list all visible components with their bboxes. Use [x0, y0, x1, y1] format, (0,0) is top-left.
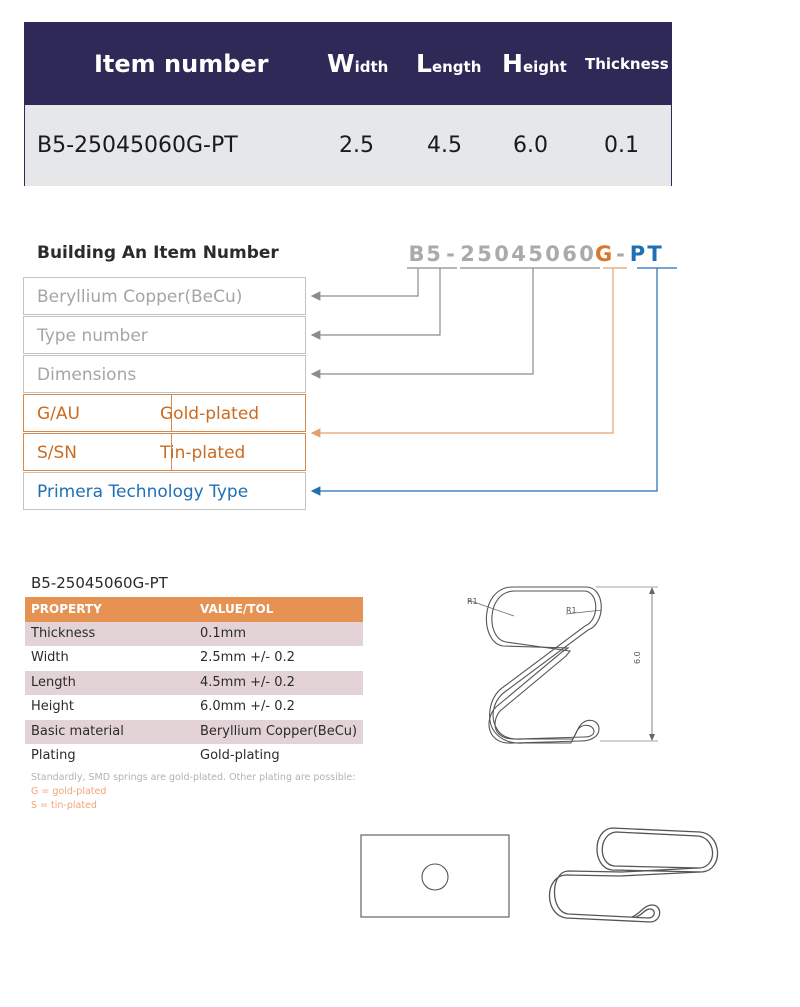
- cell-thickness: 0.1: [604, 133, 639, 158]
- header-thickness: Thickness: [585, 55, 669, 73]
- header-width-rest: idth: [354, 58, 389, 76]
- code-char: -: [616, 242, 625, 266]
- legend-primera-label: Primera Technology Type: [37, 482, 249, 502]
- radius-label-left: R1: [467, 597, 478, 606]
- header-width-initial: W: [327, 49, 355, 78]
- legend-type-label: Type number: [37, 326, 148, 346]
- code-char: 2: [460, 242, 475, 266]
- cell-item-number: B5-25045060G-PT: [37, 133, 238, 158]
- code-char-primera: T: [647, 242, 662, 266]
- header-length-initial: L: [416, 49, 432, 78]
- plating-note-tin: S = tin-plated: [31, 800, 97, 811]
- footprint-pad-drawing: [361, 835, 509, 917]
- legend-gold-label: Gold-plated: [160, 404, 260, 424]
- legend-dimensions-label: Dimensions: [37, 365, 137, 385]
- property-name: Thickness: [31, 625, 96, 641]
- legend-tin-code: S/SN: [37, 443, 78, 463]
- legend-material-label: Beryllium Copper(BeCu): [37, 287, 243, 307]
- code-char-primera: P: [629, 242, 646, 266]
- build-title: Building An Item Number: [37, 243, 279, 263]
- property-name: Plating: [31, 748, 76, 763]
- cell-height: 6.0: [513, 133, 548, 158]
- property-value: 6.0mm +/- 0.2: [200, 699, 295, 714]
- code-char: -: [446, 242, 455, 266]
- code-char: 4: [511, 242, 526, 266]
- header-height-initial: H: [502, 49, 523, 78]
- code-char: 0: [579, 242, 594, 266]
- property-value: Beryllium Copper(BeCu): [200, 723, 358, 739]
- legend-tin-label: Tin-plated: [160, 443, 246, 463]
- header-height-rest: eight: [522, 58, 567, 76]
- height-dimension-label: 6.0: [633, 651, 642, 664]
- code-char: B: [408, 242, 425, 266]
- cell-length: 4.5: [427, 133, 462, 158]
- property-value: 4.5mm +/- 0.2: [200, 674, 295, 690]
- radius-label-right: R1: [566, 606, 577, 615]
- property-name: Length: [31, 674, 76, 690]
- value-header-label: VALUE/TOL: [200, 602, 274, 616]
- plating-note-gold: G = gold-plated: [31, 786, 107, 797]
- property-value: 0.1mm: [200, 625, 247, 641]
- header-length-rest: ength: [431, 58, 482, 76]
- code-char-plating: G: [595, 242, 613, 266]
- spring-3d-drawing: [550, 828, 718, 922]
- property-header-label: PROPERTY: [31, 602, 102, 616]
- code-char: 5: [426, 242, 441, 266]
- plating-note: Standardly, SMD springs are gold-plated. Other plating are possible:: [31, 772, 356, 783]
- cell-width: 2.5: [339, 133, 374, 158]
- code-char: 5: [477, 242, 492, 266]
- property-title: B5-25045060G-PT: [31, 574, 168, 592]
- code-char: 5: [528, 242, 543, 266]
- property-name: Basic material: [31, 723, 124, 739]
- property-name: Height: [31, 699, 74, 714]
- legend-gold-code: G/AU: [37, 404, 80, 424]
- code-char: 0: [545, 242, 560, 266]
- spring-side-drawing: [468, 587, 658, 743]
- property-value: Gold-plating: [200, 748, 280, 763]
- property-name: Width: [31, 650, 69, 665]
- property-value: 2.5mm +/- 0.2: [200, 650, 295, 665]
- code-char: 6: [562, 242, 577, 266]
- header-item-number: Item number: [94, 50, 269, 78]
- code-char: 0: [494, 242, 509, 266]
